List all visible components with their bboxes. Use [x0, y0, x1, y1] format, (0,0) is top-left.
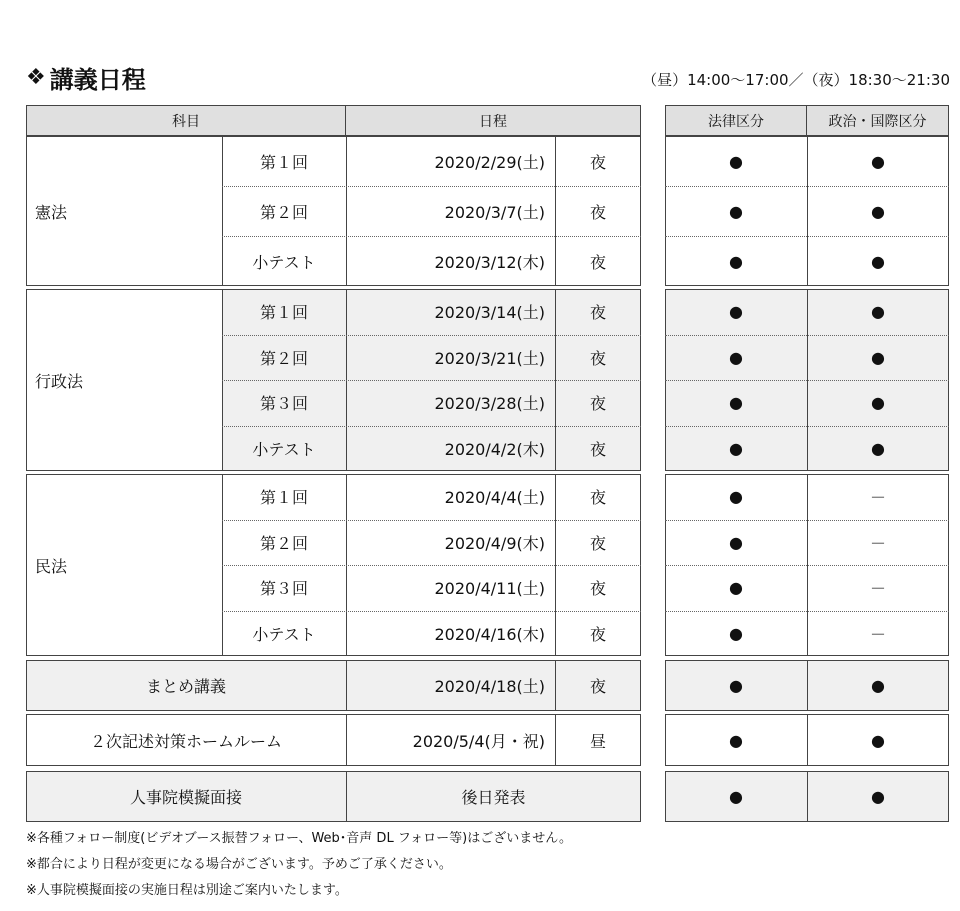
time-cell: 夜 [589, 624, 606, 644]
law-mark-cell: ● [729, 578, 743, 598]
law-mark-cell: ● [729, 201, 743, 221]
politics-mark-cell: ● [871, 393, 885, 413]
session-cell: 第１回 [259, 152, 308, 172]
politics-mark-cell: ● [871, 787, 885, 806]
date-cell: 2020/3/7(土) [444, 202, 545, 222]
politics-mark-cell: ● [871, 251, 885, 271]
date-cell: 2020/3/14(土) [434, 303, 545, 323]
law-mark-cell: ● [729, 393, 743, 413]
session-cell: 第３回 [259, 579, 308, 599]
diamond-bullet-icon: ❖ [26, 64, 44, 90]
single-subject-cell: 人事院模擬面接 [129, 788, 242, 807]
date-cell: 2020/3/12(木) [434, 252, 545, 272]
subject-cell: 民法 [27, 475, 222, 655]
date-cell: 2020/3/21(土) [434, 348, 545, 368]
header-law: 法律区分 [665, 105, 807, 136]
session-cell: 第３回 [259, 394, 308, 414]
single-date-cell: 2020/4/18(土) [434, 677, 545, 696]
politics-mark-cell: － [869, 624, 886, 644]
subject-cell: 憲法 [27, 137, 222, 285]
date-cell: 2020/4/16(木) [434, 624, 545, 644]
law-mark-cell: ● [729, 151, 743, 171]
single-date-cell: 2020/5/4(月・祝) [412, 731, 545, 751]
politics-mark-cell: ● [871, 676, 885, 695]
session-cell: 小テスト [252, 252, 316, 272]
politics-mark-cell: ● [871, 201, 885, 221]
time-cell: 夜 [589, 488, 606, 508]
session-cell: 第２回 [259, 348, 308, 368]
time-note: （昼）14:00～17:00／（夜）18:30～21:30 [642, 71, 950, 89]
politics-mark-cell: － [869, 488, 886, 508]
header-schedule: 日程 [345, 105, 641, 136]
date-cell: 2020/4/4(土) [444, 488, 545, 508]
time-cell: 夜 [589, 533, 606, 553]
date-cell: 2020/4/9(木) [444, 533, 545, 553]
law-mark-cell: ● [729, 532, 743, 552]
time-cell: 夜 [589, 152, 606, 172]
single-time-cell: 夜 [589, 677, 606, 696]
single-subject-cell: ２次記述対策ホームルーム [89, 731, 282, 751]
session-cell: 小テスト [252, 624, 316, 644]
single-subject-cell: まとめ講義 [145, 677, 226, 696]
law-mark-cell: ● [729, 787, 743, 806]
politics-mark-cell: ● [871, 302, 885, 322]
header-politics: 政治・国際区分 [806, 105, 949, 136]
date-cell: 2020/4/2(木) [444, 439, 545, 459]
law-mark-cell: ● [729, 730, 743, 750]
politics-mark-cell: － [869, 579, 886, 599]
time-cell: 夜 [589, 439, 606, 459]
law-mark-cell: ● [729, 487, 743, 507]
law-mark-cell: ● [729, 347, 743, 367]
politics-mark-cell: ● [871, 347, 885, 367]
header-subject: 科目 [26, 105, 346, 136]
section-heading [26, 60, 146, 94]
time-cell: 夜 [589, 394, 606, 414]
section-title: 講義日程 [49, 65, 146, 94]
time-cell: 夜 [589, 348, 606, 368]
subject-cell: 行政法 [27, 290, 222, 470]
note-1: ※各種フォロー制度(ビデオブース振替フォロー、Web･音声 DL フォロー等)はございません。 [26, 831, 573, 846]
single-time-cell: 昼 [589, 731, 606, 751]
single-date-cell: 後日発表 [461, 788, 526, 807]
law-mark-cell: ● [729, 623, 743, 643]
law-mark-cell: ● [729, 302, 743, 322]
date-cell: 2020/3/28(土) [434, 394, 545, 414]
law-mark-cell: ● [729, 438, 743, 458]
time-cell: 夜 [589, 303, 606, 323]
time-cell: 夜 [589, 202, 606, 222]
session-cell: 第１回 [259, 303, 308, 323]
time-cell: 夜 [589, 579, 606, 599]
session-cell: 小テスト [252, 439, 316, 459]
law-mark-cell: ● [729, 676, 743, 695]
law-mark-cell: ● [729, 251, 743, 271]
session-cell: 第１回 [259, 488, 308, 508]
note-2: ※都合により日程が変更になる場合がございます。予めご了承ください。 [26, 857, 452, 872]
politics-mark-cell: ● [871, 438, 885, 458]
politics-mark-cell: － [869, 533, 886, 553]
politics-mark-cell: ● [871, 151, 885, 171]
politics-mark-cell: ● [871, 730, 885, 750]
session-cell: 第２回 [259, 533, 308, 553]
session-cell: 第２回 [259, 202, 308, 222]
date-cell: 2020/4/11(土) [434, 579, 545, 599]
time-cell: 夜 [589, 252, 606, 272]
date-cell: 2020/2/29(土) [434, 152, 545, 172]
note-3: ※人事院模擬面接の実施日程は別途ご案内いたします。 [26, 883, 348, 898]
